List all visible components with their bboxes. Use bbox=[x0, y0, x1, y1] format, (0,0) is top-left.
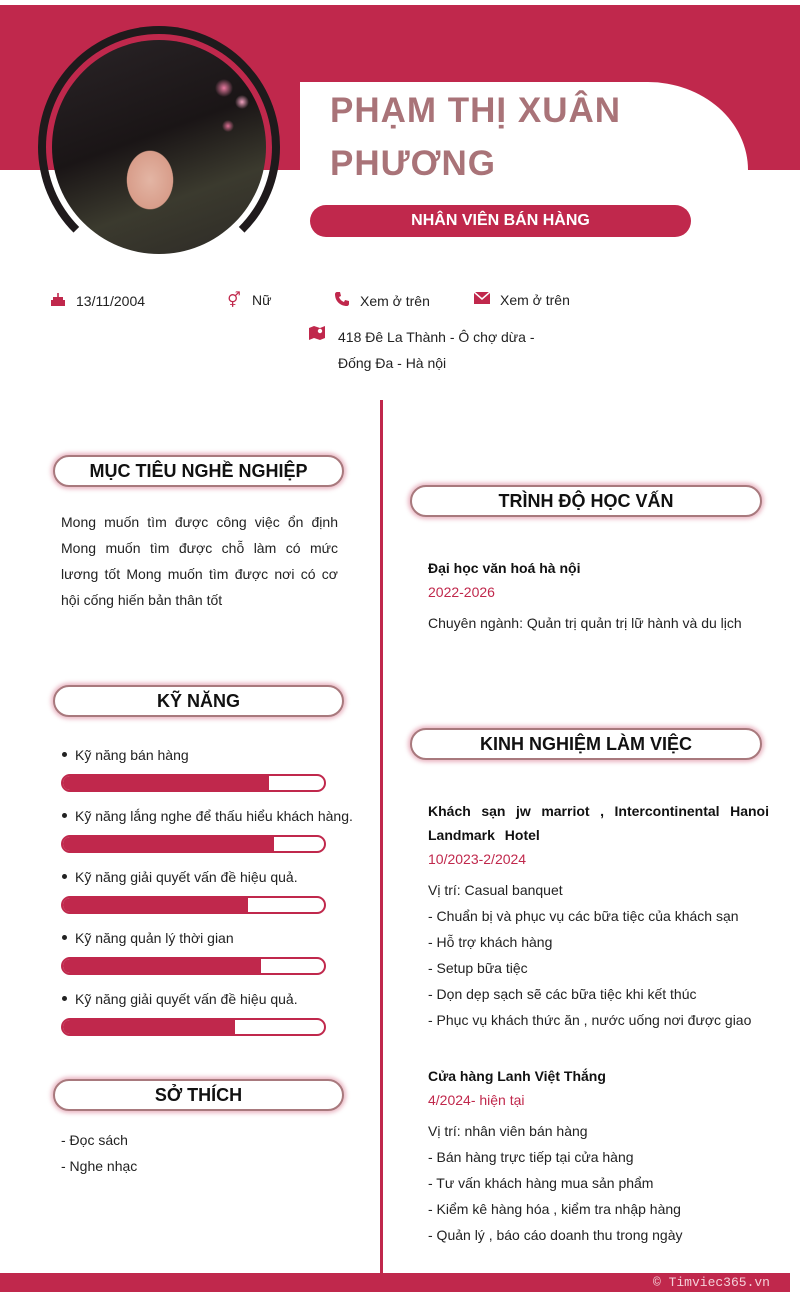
birthday-value: 13/11/2004 bbox=[76, 293, 146, 309]
phone-icon bbox=[332, 291, 352, 311]
skills-title: KỸ NĂNG bbox=[53, 685, 344, 717]
mail-icon bbox=[472, 291, 492, 308]
bullet-icon bbox=[62, 813, 67, 818]
phone-value[interactable]: Xem ở trên bbox=[360, 293, 430, 309]
name-line-1: PHẠM THỊ XUÂN bbox=[330, 91, 622, 130]
skill-bar bbox=[61, 774, 326, 792]
gender-value: Nữ bbox=[252, 292, 272, 308]
skill-bar bbox=[61, 957, 326, 975]
bullet-icon bbox=[62, 752, 67, 757]
job-period: 4/2024- hiện tại bbox=[428, 1092, 525, 1108]
list-item: - Phục vụ khách thức ăn , nước uống nơi được giao bbox=[428, 1012, 752, 1028]
skill-bar-fill bbox=[63, 776, 269, 790]
address-line-2: Đống Đa - Hà nội bbox=[338, 355, 447, 371]
hobby-item: - Nghe nhạc bbox=[61, 1158, 138, 1174]
list-item: - Kiểm kê hàng hóa , kiểm tra nhập hàng bbox=[428, 1201, 681, 1217]
name-line-2: PHƯƠNG bbox=[330, 144, 497, 183]
list-item: Vị trí: nhân viên bán hàng bbox=[428, 1123, 588, 1139]
skill-label bbox=[62, 869, 298, 885]
phone-row bbox=[332, 291, 430, 311]
job-duties bbox=[428, 877, 751, 1033]
skill-bar bbox=[61, 896, 326, 914]
skill-text: Kỹ năng giải quyết vấn đề hiệu quả. bbox=[75, 869, 298, 885]
skill-text: Kỹ năng quản lý thời gian bbox=[75, 930, 234, 946]
list-item: - Hỗ trợ khách hàng bbox=[428, 934, 553, 950]
address bbox=[338, 324, 548, 376]
skill-bar bbox=[61, 835, 326, 853]
skill-text: Kỹ năng giải quyết vấn đề hiệu quả. bbox=[75, 991, 298, 1007]
education-title: TRÌNH ĐỘ HỌC VẤN bbox=[410, 485, 762, 517]
skill-bar-fill bbox=[63, 898, 248, 912]
list-item: - Quản lý , báo cáo doanh thu trong ngày bbox=[428, 1227, 683, 1243]
experience-title: KINH NGHIỆM LÀM VIỆC bbox=[410, 728, 762, 760]
footer-watermark[interactable]: © Timviec365.vn bbox=[652, 1275, 770, 1290]
gender-row bbox=[224, 291, 271, 309]
company-name: Khách sạn jw marriot , Intercontinental Hanoi Landmark Hotel bbox=[428, 803, 769, 843]
skill-text: Kỹ năng lắng nghe để thấu hiểu khách hàng. bbox=[75, 808, 353, 824]
skill-label bbox=[62, 747, 189, 763]
skill-bar-fill bbox=[63, 837, 274, 851]
hobbies-list bbox=[61, 1127, 321, 1179]
list-item: - Bán hàng trực tiếp tại cửa hàng bbox=[428, 1149, 634, 1165]
avatar bbox=[52, 40, 266, 254]
company-name: Cửa hàng Lanh Việt Thắng bbox=[428, 1068, 606, 1084]
hobbies-title: SỞ THÍCH bbox=[53, 1079, 344, 1111]
address-line-1: 418 Đê La Thành - Ô chợ dừa - bbox=[338, 329, 535, 345]
objective-title: MỤC TIÊU NGHỀ NGHIỆP bbox=[53, 455, 344, 487]
skill-bar bbox=[61, 1018, 326, 1036]
email-row bbox=[472, 291, 570, 308]
email-value[interactable]: Xem ở trên bbox=[500, 291, 570, 308]
skill-text: Kỹ năng bán hàng bbox=[75, 747, 189, 763]
bullet-icon bbox=[62, 874, 67, 879]
job-period: 10/2023-2/2024 bbox=[428, 851, 527, 867]
skill-label bbox=[62, 808, 353, 824]
column-divider bbox=[380, 400, 383, 1273]
skill-bar-fill bbox=[63, 959, 261, 973]
map-pin-icon bbox=[308, 325, 326, 345]
bullet-icon bbox=[62, 996, 67, 1001]
birthday-row bbox=[48, 291, 145, 311]
list-item: Vị trí: Casual banquet bbox=[428, 882, 563, 898]
job-title-badge: NHÂN VIÊN BÁN HÀNG bbox=[310, 205, 691, 237]
education-major: Chuyên ngành: Quản trị quản trị lữ hành và du lịch bbox=[428, 615, 742, 631]
list-item: - Chuẩn bị và phục vụ các bữa tiệc của khách sạn bbox=[428, 908, 739, 924]
bullet-icon bbox=[62, 935, 67, 940]
list-item: - Tư vấn khách hàng mua sản phẩm bbox=[428, 1175, 654, 1191]
skill-label bbox=[62, 991, 298, 1007]
cake-icon bbox=[48, 291, 68, 311]
objective-text: Mong muốn tìm được công việc ổn định Mong muốn tìm được chỗ làm có mức lương tốt Mong muốn tìm được nơi có cơ hội cống hiến bản thân tốt bbox=[61, 514, 338, 608]
skill-bar-fill bbox=[63, 1020, 235, 1034]
hobby-item: - Đọc sách bbox=[61, 1132, 128, 1148]
job-duties bbox=[428, 1118, 683, 1248]
candidate-name bbox=[330, 84, 730, 190]
education-period: 2022-2026 bbox=[428, 584, 495, 600]
skill-label bbox=[62, 930, 234, 946]
list-item: - Dọn dẹp sạch sẽ các bữa tiệc khi kết thúc bbox=[428, 986, 697, 1002]
list-item: - Setup bữa tiệc bbox=[428, 960, 528, 976]
school-name: Đại học văn hoá hà nội bbox=[428, 560, 581, 576]
gender-icon: ⚥ bbox=[227, 292, 241, 309]
